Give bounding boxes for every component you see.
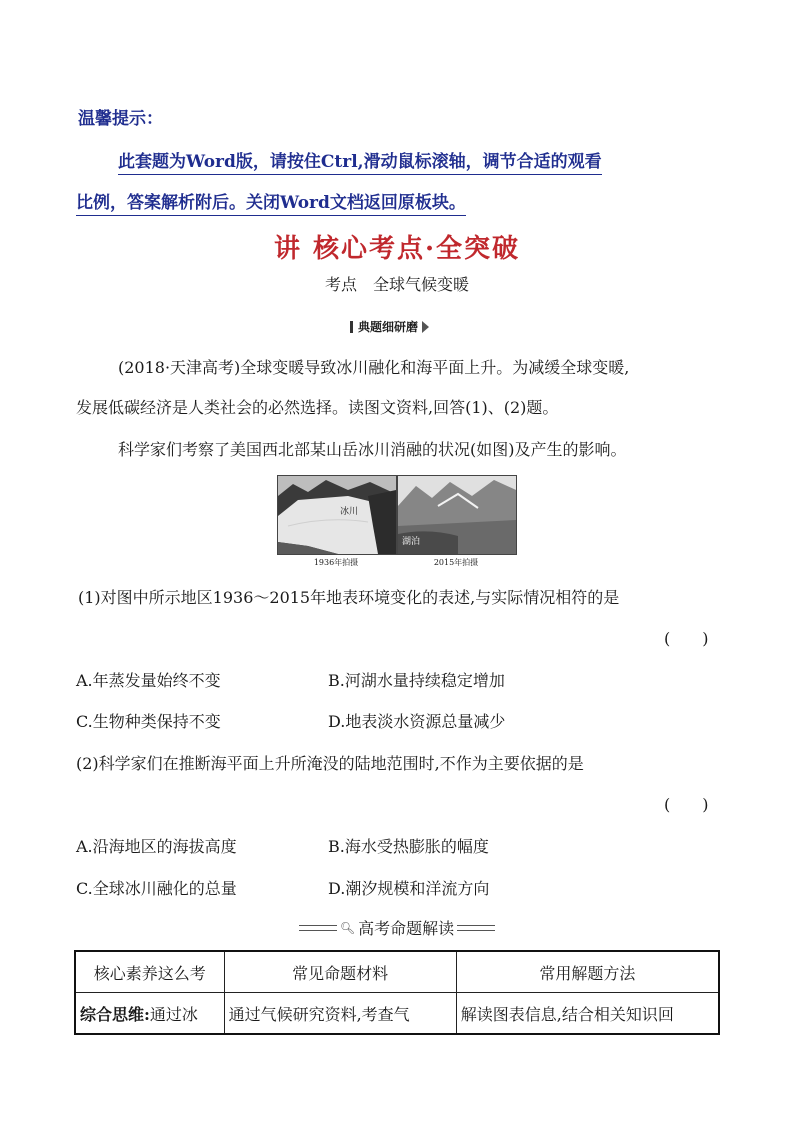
question-2-answer-bracket: ( ): [664, 795, 709, 814]
section-tag: [350, 318, 429, 335]
question-2-option-d: D.潮汐规模和洋流方向: [328, 879, 490, 898]
tag-label: 典题细研磨: [358, 320, 419, 334]
caption-2015: 2015年拍摄: [433, 558, 479, 567]
analysis-banner: [0, 916, 794, 939]
tag-bar-icon: [350, 321, 353, 333]
glacier-figure: [274, 475, 518, 571]
table-header-row: [75, 951, 719, 993]
question-2-option-c: C.全球冰川融化的总量: [76, 879, 237, 898]
banner-rule-left: [299, 925, 337, 931]
table-cell-text: 通过冰: [149, 1004, 198, 1024]
table-cell: 通过气候研究资料,考查气: [224, 993, 456, 1035]
caption-1936: 1936年拍摄: [313, 558, 359, 567]
tip-line-1-text: 此套题为Word版，请按住Ctrl,滑动鼠标滚轴，调节合适的观看: [118, 152, 602, 175]
table-header-cell: 常见命题材料: [224, 951, 456, 993]
question-2-stem: (2)科学家们在推断海平面上升所淹没的陆地范围时,不作为主要依据的是: [76, 754, 584, 773]
tag-arrow-icon: [422, 321, 429, 333]
banner-rule-right: [457, 925, 495, 931]
question-1-option-c: C.生物种类保持不变: [76, 712, 221, 731]
banner-label: 高考命题解读: [358, 919, 455, 938]
lake-label: 湖泊: [402, 537, 421, 547]
section-title: 讲 核心考点·全突破: [273, 234, 521, 264]
passage-line-2: 发展低碳经济是人类社会的必然选择。读图文资料,回答(1)、(2)题。: [76, 398, 559, 417]
analysis-table: [74, 950, 720, 1035]
table-cell: [75, 993, 224, 1035]
passage-line-1: (2018·天津高考)全球变暖导致冰川融化和海平面上升。为减缓全球变暖,: [118, 358, 630, 377]
question-1-option-b: B.河湖水量持续稳定增加: [328, 671, 505, 690]
question-1-option-d: D.地表淡水资源总量减少: [328, 712, 506, 731]
question-1-answer-bracket: ( ): [664, 629, 709, 648]
question-2-option-b: B.海水受热膨胀的幅度: [328, 837, 489, 856]
question-2-option-a: A.沿海地区的海拔高度: [76, 837, 237, 856]
glacier-photo-2015: [397, 475, 517, 555]
passage-line-3: 科学家们考察了美国西北部某山岳冰川消融的状况(如图)及产生的影响。: [118, 440, 627, 459]
topic-subtitle: 考点 全球气候变暖: [324, 275, 469, 294]
table-cell: 解读图表信息,结合相关知识回: [456, 993, 719, 1035]
tip-line-2: [76, 188, 466, 213]
glacier-label: 冰川: [340, 507, 359, 517]
table-cell-lead: 综合思维:: [80, 1004, 150, 1024]
table-header-cell: 常用解题方法: [456, 951, 719, 993]
tip-line-2-text: 比例，答案解析附后。关闭Word文档返回原板块。: [76, 193, 466, 216]
glacier-photo-1936: [277, 475, 397, 555]
question-1-stem: (1)对图中所示地区1936～2015年地表环境变化的表述,与实际情况相符的是: [78, 588, 620, 607]
tip-title: 温馨提示：: [78, 109, 163, 129]
table-row: [75, 993, 719, 1035]
magnifier-icon: 🔍︎: [339, 920, 356, 935]
table-header-cell: 核心素养这么考: [75, 951, 224, 993]
tip-line-1: [118, 147, 602, 172]
question-1-option-a: A.年蒸发量始终不变: [76, 671, 221, 690]
